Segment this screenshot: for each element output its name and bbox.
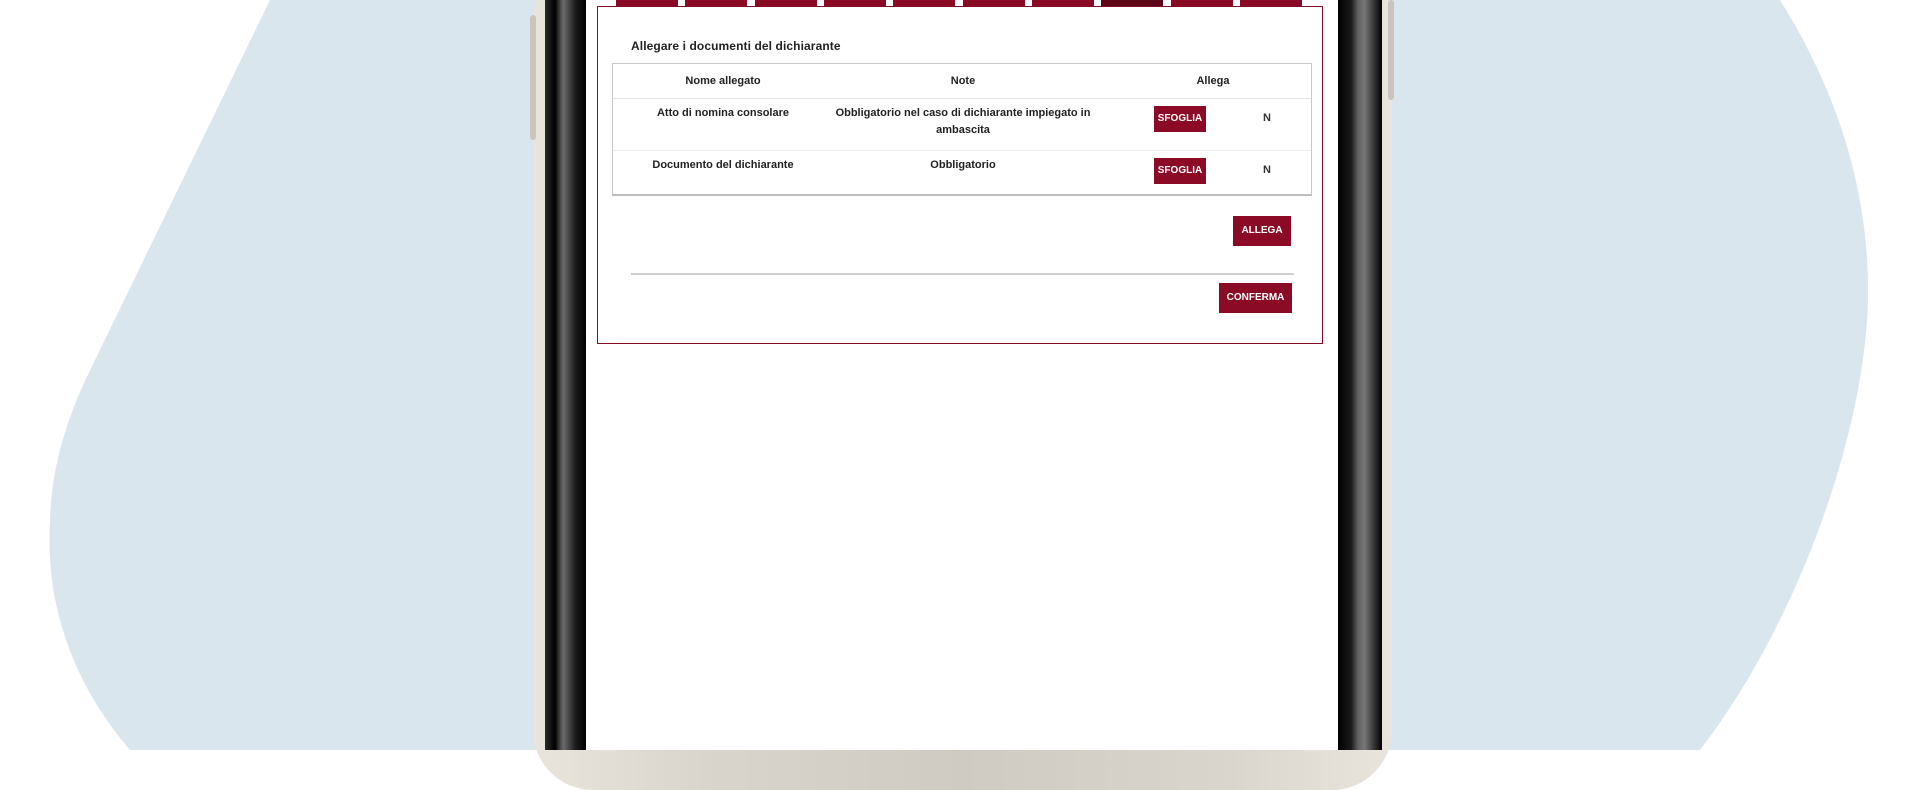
phone-screen [586,0,1338,750]
phone-side-button [1388,0,1394,100]
row-note: Obbligatorio nel caso di dichiarante impiegato in ambascita [835,107,1091,136]
row-name: Documento del dichiarante [652,159,794,171]
attachments-panel [597,6,1323,344]
panel-title: Allegare i documenti del dichiarante [631,39,841,53]
header-attach: Allega [1196,75,1230,87]
phone-side-button [530,15,536,140]
attach-status: N [1263,112,1271,124]
attach-button[interactable]: ALLEGA [1233,216,1291,246]
header-name: Nome allegato [685,75,761,87]
attach-status: N [1263,164,1271,176]
row-separator [613,150,1311,151]
header-separator [613,98,1311,99]
row-name: Atto di nomina consolare [656,107,789,119]
attachments-table [612,63,1312,196]
browse-button[interactable]: SFOGLIA [1154,106,1206,132]
browse-button[interactable]: SFOGLIA [1154,158,1206,184]
phone-bezel-left [545,0,586,750]
header-note: Note [950,75,976,87]
row-note: Obbligatorio [930,159,996,171]
confirm-button[interactable]: CONFERMA [1219,283,1292,313]
phone-bezel-right [1338,0,1382,750]
section-divider [631,273,1294,275]
